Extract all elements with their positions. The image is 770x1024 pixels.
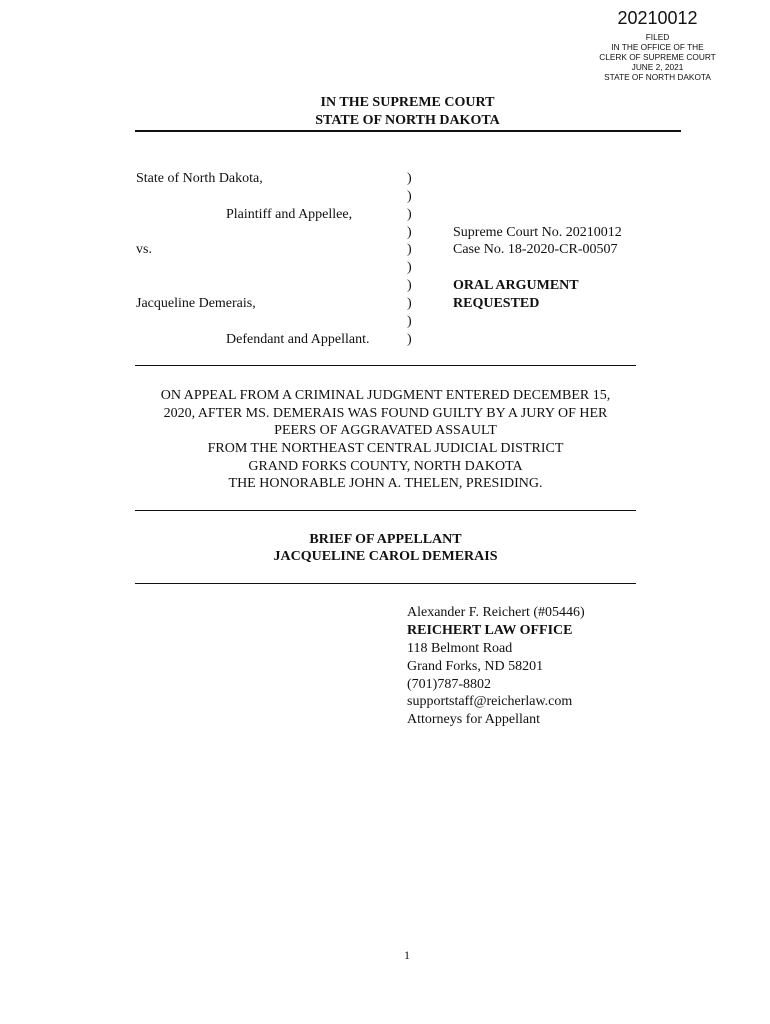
caption-paren: )	[407, 278, 412, 293]
firm-email: supportstaff@reicherlaw.com	[407, 694, 573, 709]
caption-paren: )	[407, 242, 412, 257]
court-heading-line2: STATE OF NORTH DAKOTA	[315, 113, 500, 128]
caption-paren: )	[407, 189, 412, 204]
appeal-line-1: ON APPEAL FROM A CRIMINAL JUDGMENT ENTERED DECEMBER 15,	[160, 388, 611, 403]
filing-stamp-state: STATE OF NORTH DAKOTA	[604, 72, 711, 82]
filing-stamp-clerk: CLERK OF SUPREME COURT	[599, 52, 716, 62]
appeal-line-2: 2020, AFTER MS. DEMERAIS WAS FOUND GUILTY BY A JURY OF HER	[163, 406, 608, 421]
case-number: Case No. 18-2020-CR-00507	[453, 242, 618, 257]
filing-number: 20210012	[617, 8, 698, 28]
heading-rule	[135, 130, 681, 132]
brief-title-line2: JACQUELINE CAROL DEMERAIS	[273, 549, 498, 564]
plaintiff-name: State of North Dakota,	[136, 171, 263, 186]
appeal-line-5: GRAND FORKS COUNTY, NORTH DAKOTA	[248, 459, 523, 474]
caption-paren: )	[407, 207, 412, 222]
filing-stamp-filed: FILED	[645, 32, 670, 42]
firm-street: 118 Belmont Road	[407, 641, 513, 656]
firm-city: Grand Forks, ND 58201	[407, 659, 544, 674]
attorney-name: Alexander F. Reichert (#05446)	[407, 605, 585, 620]
law-firm-name: REICHERT LAW OFFICE	[407, 623, 573, 638]
caption-paren: )	[407, 171, 412, 186]
caption-paren: )	[407, 332, 412, 347]
filing-stamp-office: IN THE OFFICE OF THE	[611, 42, 704, 52]
oral-argument-line1: ORAL ARGUMENT	[453, 278, 579, 293]
appeal-rule	[135, 510, 636, 511]
caption-paren: )	[407, 296, 412, 311]
court-heading-line1: IN THE SUPREME COURT	[320, 95, 495, 110]
attorney-role: Attorneys for Appellant	[407, 712, 540, 727]
defendant-role: Defendant and Appellant.	[226, 332, 370, 347]
appeal-line-3: PEERS OF AGGRAVATED ASSAULT	[274, 423, 497, 438]
plaintiff-role: Plaintiff and Appellee,	[226, 207, 353, 222]
caption-paren: )	[407, 260, 412, 275]
defendant-name: Jacqueline Demerais,	[136, 296, 256, 311]
page-number: 1	[404, 948, 410, 962]
firm-phone: (701)787-8802	[407, 677, 491, 692]
appeal-line-4: FROM THE NORTHEAST CENTRAL JUDICIAL DISTRICT	[207, 441, 564, 456]
brief-title-line1: BRIEF OF APPELLANT	[309, 532, 462, 547]
caption-rule	[135, 365, 636, 366]
versus-label: vs.	[136, 242, 152, 257]
appeal-line-6: THE HONORABLE JOHN A. THELEN, PRESIDING.	[228, 476, 543, 491]
supreme-court-number: Supreme Court No. 20210012	[453, 225, 622, 240]
brief-rule	[135, 583, 636, 584]
filing-stamp-date: JUNE 2, 2021	[631, 62, 684, 72]
caption-paren: )	[407, 314, 412, 329]
oral-argument-line2: REQUESTED	[453, 296, 540, 311]
caption-paren: )	[407, 225, 412, 240]
